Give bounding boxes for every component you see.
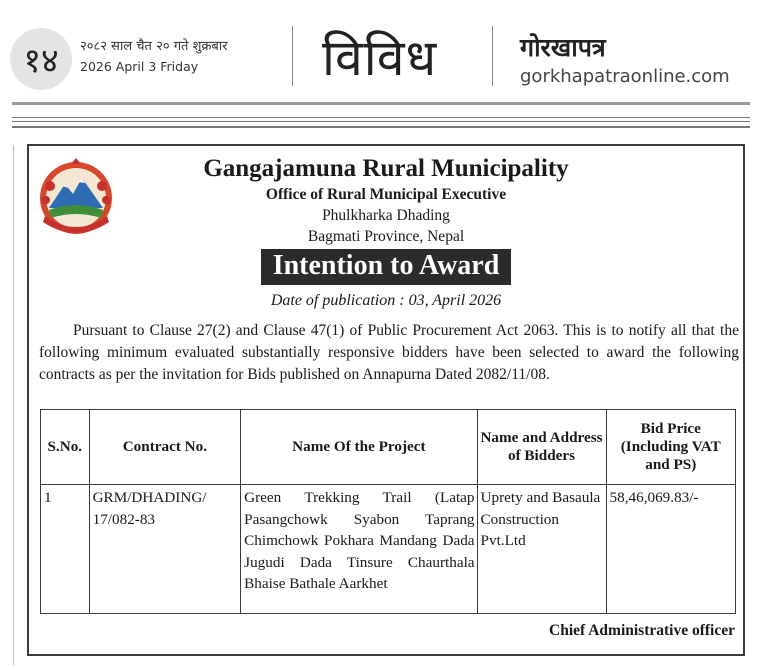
- notice-title-wrap: [29, 249, 743, 285]
- cell-bid-price: 58,46,069.83/-: [606, 485, 735, 614]
- masthead-date: [80, 36, 228, 74]
- notice-title: Intention to Award: [261, 249, 512, 285]
- cell-contract-no: GRM/DHADING/ 17/082-83: [89, 485, 241, 614]
- section-title: विविध: [322, 29, 438, 87]
- newspaper-url: gorkhapatraonline.com: [520, 66, 730, 87]
- newspaper-name: गोरखापत्र: [520, 33, 606, 62]
- column-header-bid-price: Bid Price (Including VAT and PS): [606, 410, 735, 485]
- column-header-sno: S.No.: [41, 410, 90, 485]
- newspaper-masthead: [0, 0, 784, 100]
- header-rule: [12, 102, 750, 105]
- publication-date: Date of publication : 03, April 2026: [270, 292, 502, 309]
- cell-project: Green Trekking Trail (Latap Pasangchowk Syabon Taprang Chimchowk Pokhara Mandang Dada Jugudi Dada Tinsure Chaurthala Bhaise Bathale Aarkhet: [241, 485, 477, 614]
- cell-sno: 1: [41, 485, 90, 614]
- page-number-badge: १४: [10, 28, 72, 90]
- column-header-contract: Contract No.: [89, 410, 241, 485]
- table-header-row: [41, 410, 736, 485]
- header-rule: [12, 126, 750, 128]
- organization-name: Gangajamuna Rural Municipality: [203, 155, 569, 182]
- masthead-divider: [492, 26, 493, 86]
- header-rule: [12, 121, 750, 122]
- table-row: [41, 485, 736, 614]
- date-nepali: २०८२ साल चैत २० गते शुक्रबार: [80, 39, 228, 54]
- notice-body: Pursuant to Clause 27(2) and Clause 47(1) of Public Procurement Act 2063. This is to notify all that the following minimum evaluated substantially responsive bidders have been selected to award the following contracts as per the invitation for Bids published on Annapurna Dated 2082/11/08.: [39, 322, 739, 383]
- award-notice: [27, 144, 745, 656]
- column-header-bidder: Name and Address of Bidders: [477, 410, 606, 485]
- column-rule: [13, 145, 14, 665]
- masthead-divider: [292, 26, 293, 86]
- header-rule: [12, 117, 750, 118]
- address-line: Phulkharka Dhading: [322, 207, 450, 224]
- column-header-project: Name Of the Project: [241, 410, 477, 485]
- cell-bidder: Uprety and Basaula Construction Pvt.Ltd: [477, 485, 606, 614]
- date-english: 2026 April 3 Friday: [80, 59, 199, 74]
- signatory-title: Chief Administrative officer: [549, 622, 735, 639]
- office-name: Office of Rural Municipal Executive: [265, 186, 507, 203]
- address-line: Bagmati Province, Nepal: [307, 228, 465, 245]
- award-table: [40, 409, 736, 614]
